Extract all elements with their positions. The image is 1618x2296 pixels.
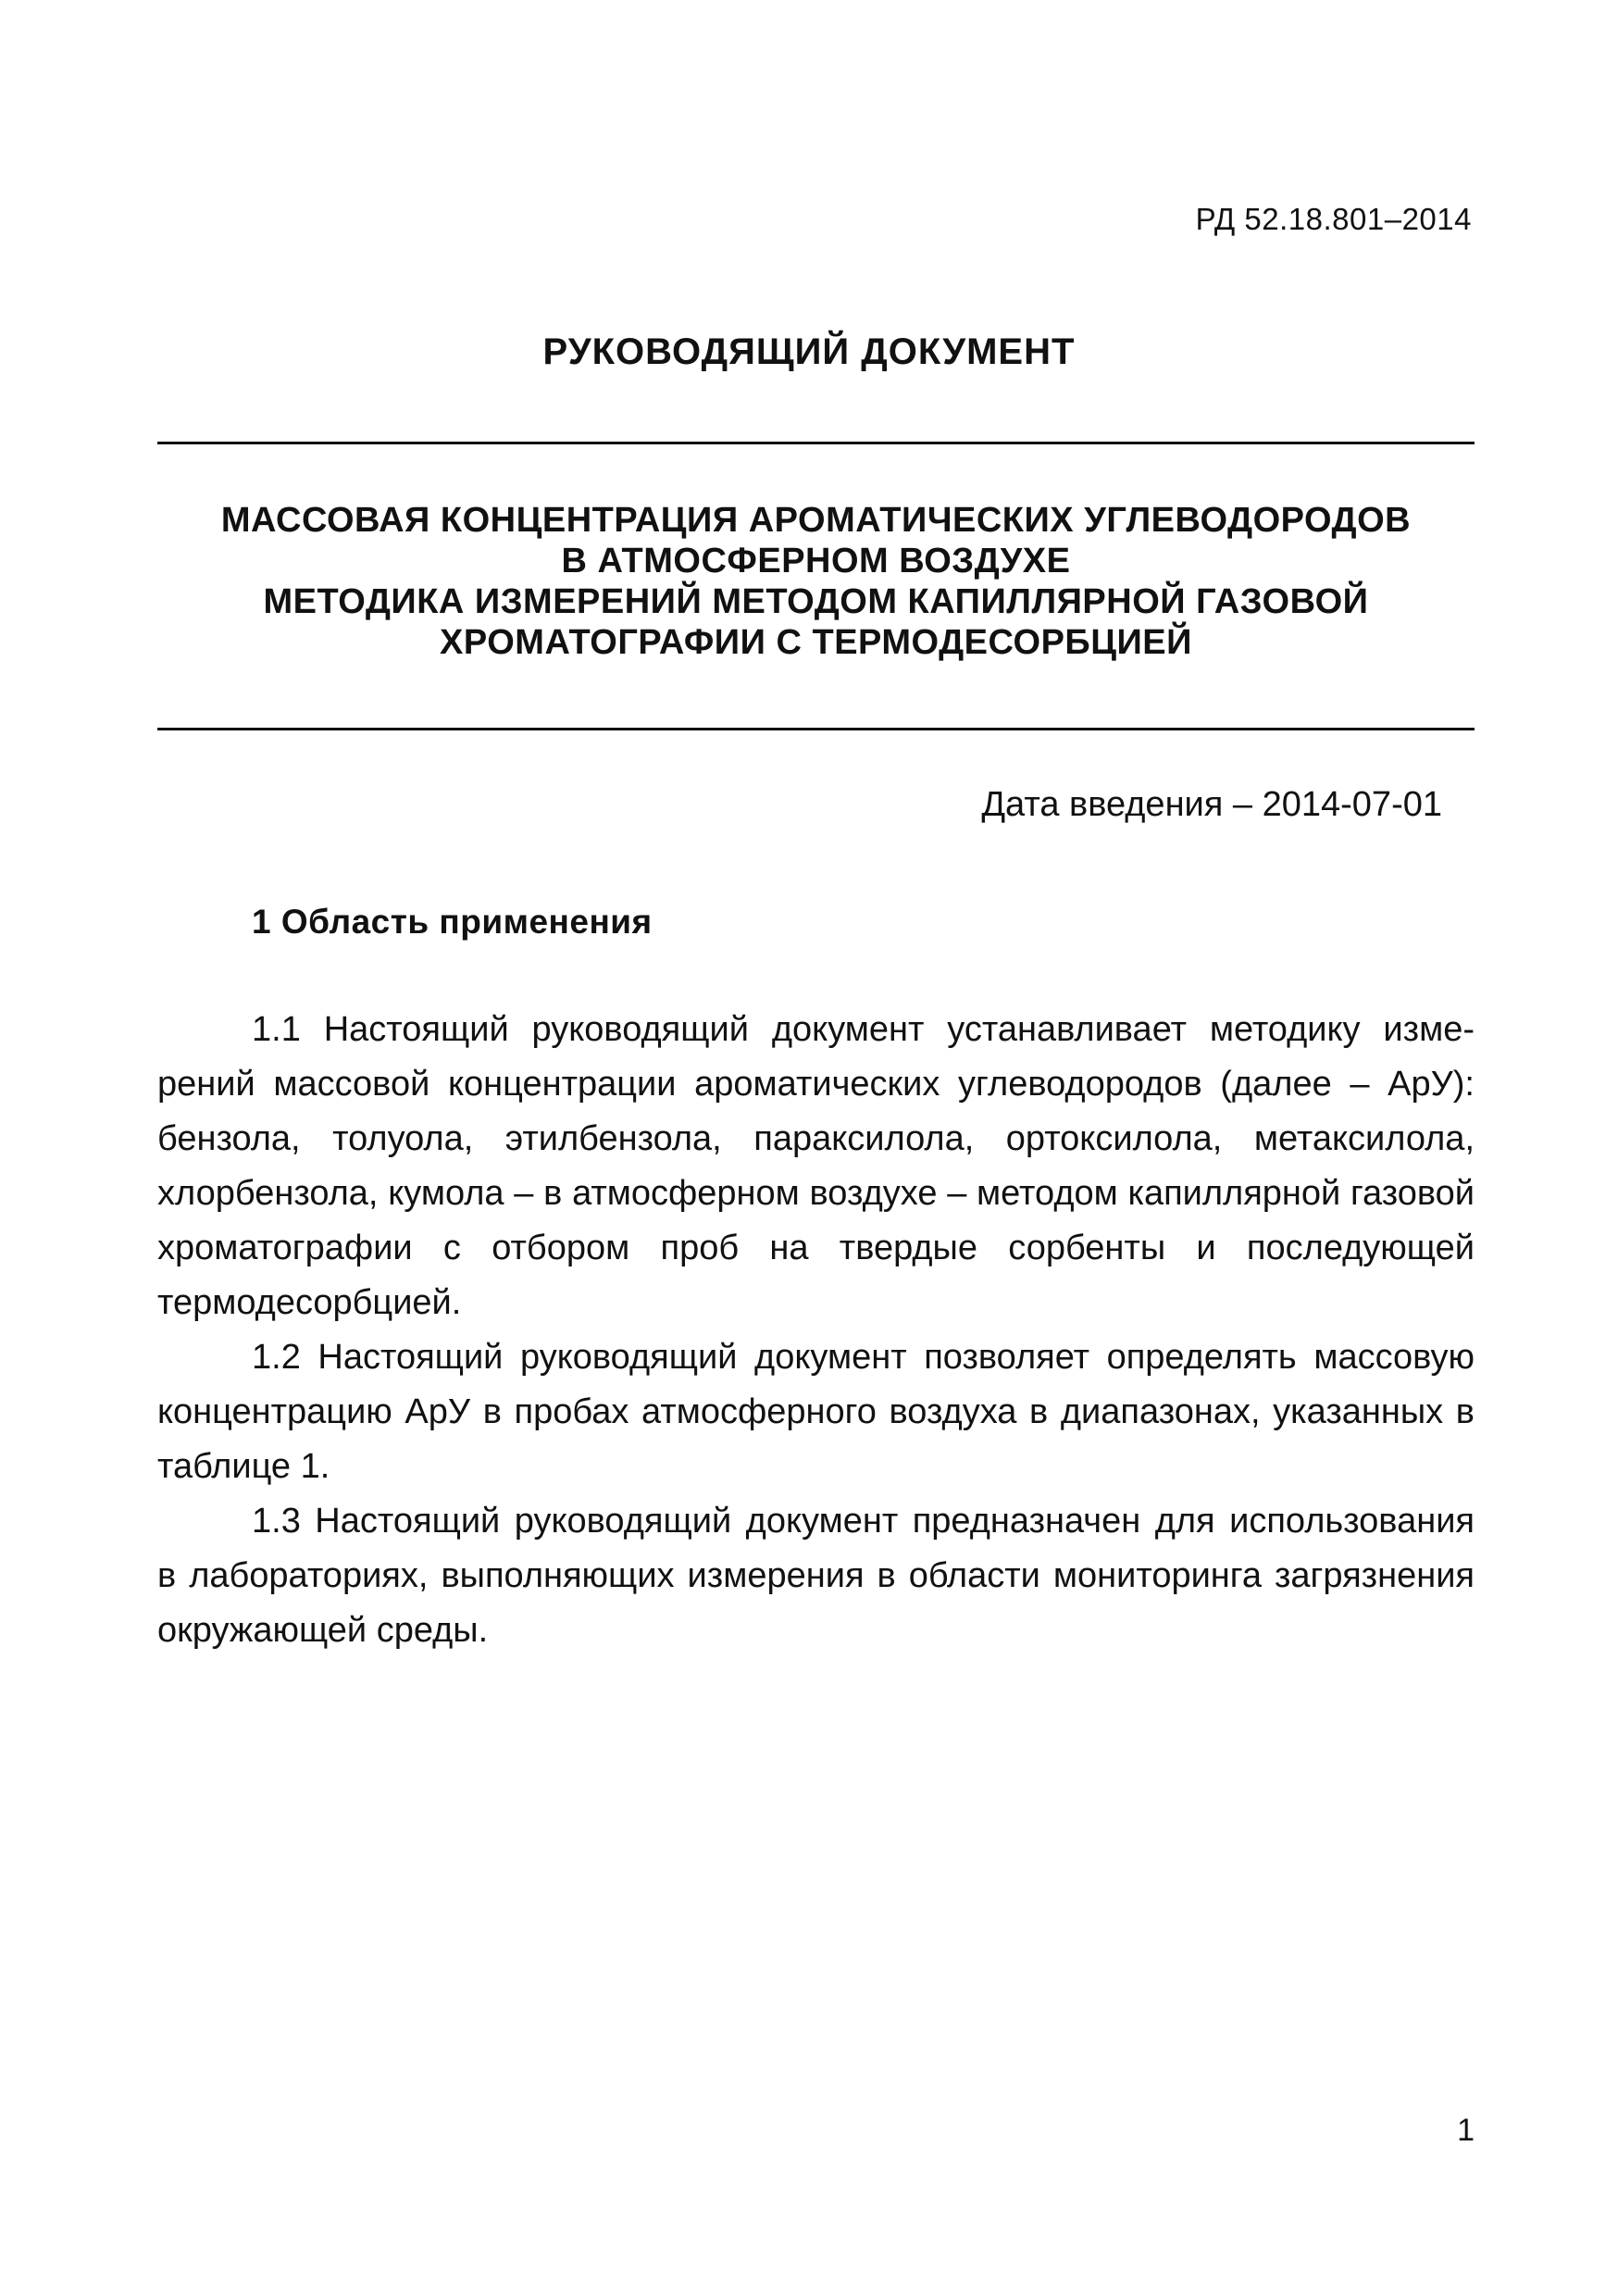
section-heading: 1 Область применения bbox=[252, 903, 653, 941]
paragraph-1-2: 1.2 Настоящий руководящий документ позволяет определять массовую концентрацию АрУ в пробах атмосферного воздуха в диапазонах, указанных в таблице 1. bbox=[157, 1338, 1475, 1486]
paragraph-1-1: 1.1 Настоящий руководящий документ устанавливает методику измерений массовой концентрации ароматических углеводородов (далее – АрУ): бензола, толуола, этилбензола, параксилола, ортоксилола, метаксилола, хлорбензола, кумола – в атмосферном воздухе – методом капиллярной газовой хроматографии с отбором проб на твердые сорбенты и последующей термодесорбцией. bbox=[157, 1010, 1475, 1322]
title-top-rule bbox=[157, 442, 1475, 444]
document-title bbox=[157, 500, 1475, 663]
document-type-heading: РУКОВОДЯЩИЙ ДОКУМЕНТ bbox=[542, 331, 1076, 372]
effective-date: Дата введения – 2014-07-01 bbox=[981, 785, 1442, 824]
document-code: РД 52.18.801–2014 bbox=[1195, 202, 1472, 236]
section-body bbox=[157, 1003, 1475, 1658]
title-bottom-rule bbox=[157, 728, 1475, 730]
page-number: 1 bbox=[1457, 2113, 1475, 2148]
title-line-3: МЕТОДИКА ИЗМЕРЕНИЙ МЕТОДОМ КАПИЛЛЯРНОЙ ГАЗОВОЙ bbox=[263, 582, 1369, 621]
title-line-4: ХРОМАТОГРАФИИ С ТЕРМОДЕСОРБЦИЕЙ bbox=[440, 623, 1192, 662]
title-line-2: В АТМОСФЕРНОМ ВОЗДУХЕ bbox=[561, 542, 1071, 580]
paragraph-1-3: 1.3 Настоящий руководящий документ предназначен для использования в лабораториях, выполняющих измерения в области мониторинга загрязнения окружающей среды. bbox=[157, 1502, 1475, 1650]
title-line-1: МАССОВАЯ КОНЦЕНТРАЦИЯ АРОМАТИЧЕСКИХ УГЛЕВОДОРОДОВ bbox=[220, 501, 1412, 540]
